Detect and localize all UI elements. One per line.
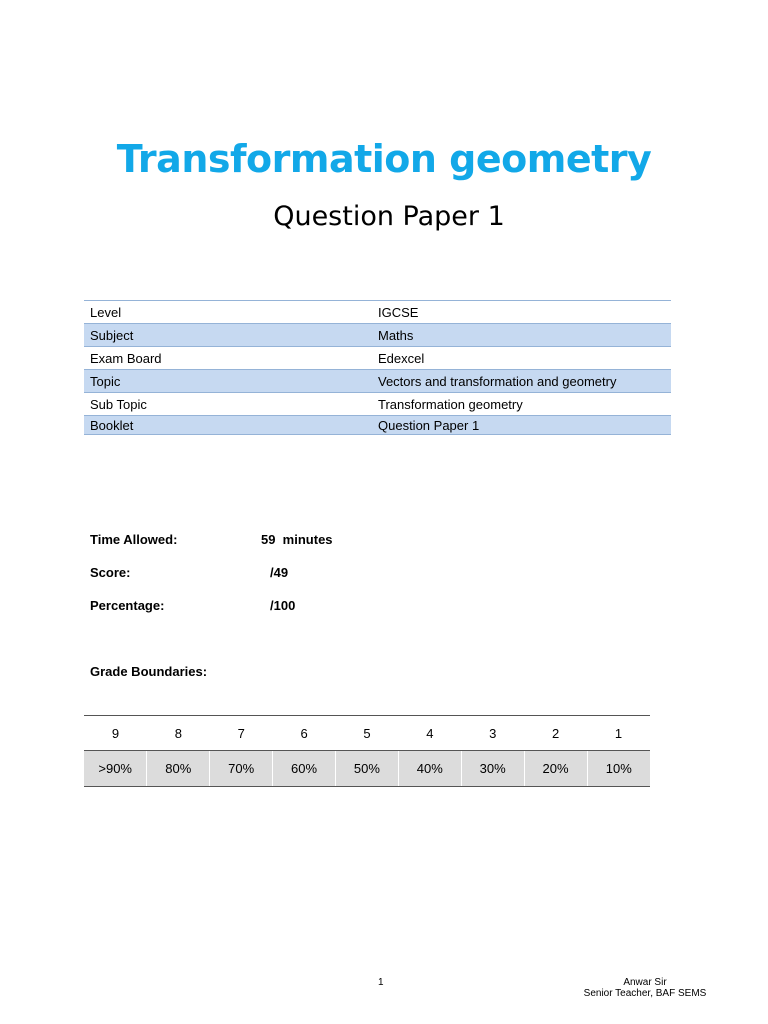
author-title: Senior Teacher, BAF SEMS [583,988,707,999]
grade-cell: 5 [336,716,399,751]
author-name: Anwar Sir [623,977,667,988]
info-label: Sub Topic [84,393,372,416]
info-value: Transformation geometry [372,393,671,416]
grade-cell: 6 [273,716,336,751]
percentage-cell: 70% [210,751,273,787]
score-label: Score: [90,565,131,580]
info-row-sub-topic [84,393,671,416]
info-row-level [84,301,671,324]
grade-cell: 4 [398,716,461,751]
percentage-cell: 50% [336,751,399,787]
info-row-exam-board [84,347,671,370]
grade-boundaries-table [84,715,650,787]
info-row-subject [84,324,671,347]
document-title: Transformation geometry [116,137,652,181]
percentage-value: /100 [270,598,296,613]
grade-cell: 8 [147,716,210,751]
percentage-cell: 40% [398,751,461,787]
info-label: Subject [84,324,372,347]
percentage-label: Percentage: [90,598,165,613]
percentage-cell: >90% [84,751,147,787]
time-allowed-label: Time Allowed: [90,532,178,547]
percentage-cell: 60% [273,751,336,787]
grade-row [84,716,650,751]
info-label: Booklet [84,416,372,435]
grade-boundaries-label: Grade Boundaries: [90,664,208,679]
info-value: Edexcel [372,347,671,370]
grade-cell: 2 [524,716,587,751]
grade-cell: 1 [587,716,650,751]
info-row-booklet [84,416,671,435]
page-number: 1 [378,977,384,988]
footer-author [560,977,730,999]
percentage-cell: 30% [461,751,524,787]
info-label: Level [84,301,372,324]
info-row-topic [84,370,671,393]
grade-cell: 7 [210,716,273,751]
percentage-cell: 10% [587,751,650,787]
grade-cell: 3 [461,716,524,751]
document-subtitle: Question Paper 1 [273,201,505,232]
info-label: Exam Board [84,347,372,370]
percentage-cell: 80% [147,751,210,787]
percentage-row [84,751,650,787]
info-label: Topic [84,370,372,393]
info-table [84,300,671,435]
score-value: /49 [270,565,289,580]
info-value: Maths [372,324,671,347]
percentage-cell: 20% [524,751,587,787]
grade-cell: 9 [84,716,147,751]
info-value: IGCSE [372,301,671,324]
time-allowed-value: 59 minutes [261,532,333,547]
info-value: Vectors and transformation and geometry [372,370,671,393]
info-value: Question Paper 1 [372,416,671,435]
